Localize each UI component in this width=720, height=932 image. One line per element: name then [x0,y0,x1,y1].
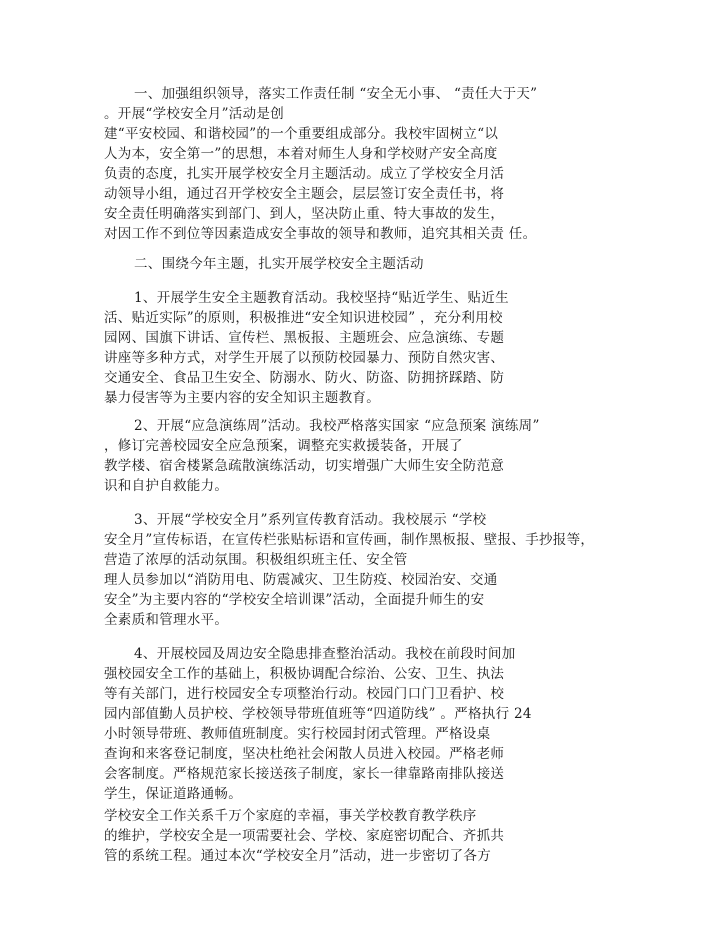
text-line: 4、开展校园及周边安全隐患排查整治活动。我校在前段时间加 [134,646,516,662]
text-line: 3、开展“学校安全月”系列宣传教育活动。我校展示 “学校 [134,512,487,528]
text-line: 等有关部门，进行校园安全专项整治行动。校园门口门卫看护、校 [104,686,505,702]
text-line: 园内部值勤人员护校、学校领导带班值班等“四道防线” 。严格执行 24 [104,706,532,722]
text-line: ，修订完善校园安全应急预案，调整充实救援装备，开展了 [104,438,463,454]
text-line: 园网、国旗下讲话、宣传栏、黑板报、主题班会、应急演练、专题 [104,330,505,346]
text-line: 学生，保证道路通畅。 [104,786,242,802]
text-line: 对因工作不到位等因素造成安全事故的领导和教师，追究其相关责 任。 [104,226,537,242]
text-line: 暴力侵害等为主要内容的安全知识主题教育。 [104,390,380,406]
text-line: 小时领导带班、教师值班制度。实行校园封闭式管理。严格设桌 [104,726,491,742]
text-line: 安全”为主要内容的“学校安全培训课”活动，全面提升师生的安 [104,592,485,608]
text-line: 安全责任明确落实到部门、到人，坚决防止重、特大事故的发生， [104,206,505,222]
text-line: 1、开展学生安全主题教育活动。我校坚持“贴近学生、贴近生 [134,290,509,306]
section-heading: 二、围绕今年主题，扎实开展学校安全主题活动 [134,256,424,272]
text-line: 2、开展“应急演练周”活动。我校严格落实国家 “应急预案 演练周” [134,418,540,434]
text-line: 建“平安校园、和谐校园”的一个重要组成部分。我校牢固树立“以 [104,126,499,142]
text-line: 理人员参加以“消防用电、防震减灾、卫生防疫、校园治安、交通 [104,572,498,588]
text-line: 识和自护自救能力。 [104,478,229,494]
text-line: 一、加强组织领导，落实工作责任制 “安全无小事、 “责任大于天” [134,86,538,102]
text-line: 讲座等多种方式，对学生开展了以预防校园暴力、预防自然灾害、 [104,350,505,366]
text-line: 。开展“学校安全月”活动是创 [104,106,285,122]
text-line: 学校安全工作关系千万个家庭的幸福，事关学校教育教学秩序 [104,808,477,824]
text-line: 安全月”宣传标语，在宣传栏张贴标语和宣传画，制作黑板报、壁报、手抄报等， [104,532,595,548]
text-line: 人为本，安全第一”的思想，本着对师生人身和学校财产安全高度 [104,146,498,162]
text-line: 会客制度。严格规范家长接送孩子制度，家长一律靠路南排队接送 [104,766,505,782]
text-line: 活、贴近实际”的原则，积极推进“安全知识进校园” ，充分利用校 [104,310,503,326]
text-line: 动领导小组，通过召开学校安全主题会，层层签订安全责任书，将 [104,186,505,202]
text-line: 查询和来客登记制度，坚决杜绝社会闲散人员进入校园。严格老师 [104,746,505,762]
text-line: 营造了浓厚的活动氛围。积极组织班主任、安全管 [104,552,408,568]
text-line: 管的系统工程。通过本次“学校安全月”活动，进一步密切了各方 [104,848,492,864]
text-line: 负责的态度，扎实开展学校安全月主题活动。成立了学校安全月活 [104,166,505,182]
text-line: 强校园安全工作的基础上，积极协调配合综治、公安、卫生、执法 [104,666,505,682]
text-line: 教学楼、宿舍楼紧急疏散演练活动，切实增强广大师生安全防范意 [104,458,505,474]
text-line: 交通安全、食品卫生安全、防溺水、防火、防盗、防拥挤踩踏、防 [104,370,505,386]
text-line: 的维护，学校安全是一项需要社会、学校、家庭密切配合、齐抓共 [104,828,505,844]
text-line: 全素质和管理水平。 [104,612,229,628]
